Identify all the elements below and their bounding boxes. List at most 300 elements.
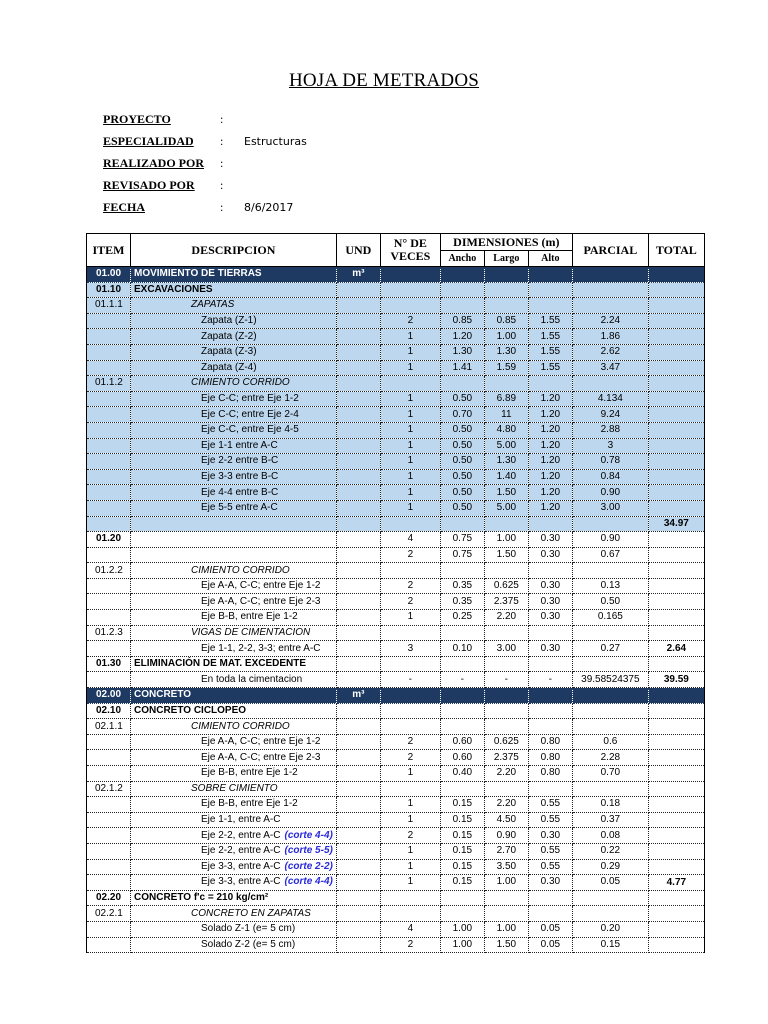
cell-parcial: 0.78	[572, 454, 648, 470]
table-row	[87, 532, 705, 548]
cell-ancho: 0.40	[440, 766, 484, 782]
cell-desc	[131, 454, 337, 470]
cell-total	[648, 750, 704, 766]
table-row	[87, 656, 705, 672]
cell-alto	[528, 376, 572, 392]
cell-total	[648, 781, 704, 797]
cell-veces: 1	[380, 500, 440, 516]
cell-und	[336, 703, 380, 719]
cell-alto: 0.30	[528, 875, 572, 891]
cell-largo: 1.59	[484, 360, 528, 376]
cell-veces	[380, 376, 440, 392]
cell-alto: 1.20	[528, 391, 572, 407]
cell-desc	[131, 875, 337, 891]
cell-largo	[484, 516, 528, 532]
cell-ancho	[440, 625, 484, 641]
cell-largo: 4.50	[484, 812, 528, 828]
cell-text: CONCRETO f'c = 210 kg/cm²	[134, 892, 269, 904]
cell-und	[336, 454, 380, 470]
cell-text: Eje B-B, entre Eje 1-2	[201, 767, 298, 779]
cell-ancho: 0.50	[440, 454, 484, 470]
col-largo: Largo	[484, 251, 528, 267]
cell-text: Eje C-C; entre Eje 1-2	[201, 393, 299, 405]
cell-veces	[380, 656, 440, 672]
cell-veces	[380, 563, 440, 579]
cell-veces: 1	[380, 875, 440, 891]
cell-ancho	[440, 703, 484, 719]
cell-item: 02.2.1	[87, 906, 131, 922]
cell-text: MOVIMIENTO DE TIERRAS	[134, 268, 262, 280]
cell-ancho	[440, 688, 484, 704]
cell-text: VIGAS DE CIMENTACION	[191, 626, 311, 638]
cell-alto: 0.80	[528, 734, 572, 750]
cell-und	[336, 859, 380, 875]
cell-largo: 0.625	[484, 734, 528, 750]
cell-und	[336, 376, 380, 392]
cell-ancho: 0.50	[440, 391, 484, 407]
cell-und	[336, 391, 380, 407]
cell-und	[336, 407, 380, 423]
cell-largo	[484, 781, 528, 797]
cell-alto: 0.30	[528, 547, 572, 563]
cell-item	[87, 672, 131, 688]
cell-parcial: 0.22	[572, 843, 648, 859]
cell-veces: 1	[380, 391, 440, 407]
cell-veces: 1	[380, 454, 440, 470]
cell-parcial: 0.84	[572, 469, 648, 485]
cell-largo: 4.80	[484, 422, 528, 438]
cell-veces: 1	[380, 407, 440, 423]
cell-veces	[380, 719, 440, 735]
cell-ancho	[440, 563, 484, 579]
table-row	[87, 469, 705, 485]
table-row	[87, 641, 705, 657]
cell-parcial: 0.50	[572, 594, 648, 610]
cell-largo: 2.20	[484, 766, 528, 782]
cell-item: 01.1.1	[87, 298, 131, 314]
cell-text: En toda la cimentacion	[201, 673, 303, 685]
cell-item	[87, 937, 131, 953]
cell-largo: 1.00	[484, 329, 528, 345]
cell-item	[87, 843, 131, 859]
col-veces: N° DE VECES	[380, 234, 440, 267]
cell-total	[648, 469, 704, 485]
cell-total: 4.77	[648, 875, 704, 891]
cell-largo: 0.85	[484, 313, 528, 329]
cell-ancho: -	[440, 672, 484, 688]
cell-text: Eje A-A, C-C; entre Eje 1-2	[201, 580, 321, 592]
cell-item	[87, 344, 131, 360]
cell-parcial: 0.67	[572, 547, 648, 563]
cell-desc	[131, 391, 337, 407]
cell-total	[648, 719, 704, 735]
cell-desc	[131, 937, 337, 953]
cell-total	[648, 360, 704, 376]
cell-und	[336, 485, 380, 501]
header-colon: :	[220, 156, 224, 170]
cell-veces: 4	[380, 532, 440, 548]
cell-item	[87, 594, 131, 610]
cell-parcial: 0.70	[572, 766, 648, 782]
cell-total	[648, 391, 704, 407]
cell-desc	[131, 812, 337, 828]
cell-desc	[131, 547, 337, 563]
table-row	[87, 812, 705, 828]
cell-item: 02.10	[87, 703, 131, 719]
cell-parcial	[572, 563, 648, 579]
cell-text: Eje 4-4 entre B-C	[201, 486, 279, 498]
cell-alto	[528, 703, 572, 719]
cell-veces	[380, 703, 440, 719]
cell-und	[336, 610, 380, 626]
cell-desc	[131, 843, 337, 859]
table-row	[87, 547, 705, 563]
cell-ancho	[440, 282, 484, 298]
cell-text: ELIMINACIÓN DE MAT. EXCEDENTE	[134, 658, 307, 670]
cell-veces: 2	[380, 313, 440, 329]
cell-largo: 1.00	[484, 921, 528, 937]
cell-text: Eje 1-1, entre A-C	[201, 814, 281, 826]
cell-alto: 1.55	[528, 329, 572, 345]
cell-desc	[131, 906, 337, 922]
cell-largo: 1.40	[484, 469, 528, 485]
cell-parcial: 4.134	[572, 391, 648, 407]
cell-text: Eje 2-2, entre A-C	[201, 829, 281, 841]
table-row	[87, 438, 705, 454]
cell-total	[648, 610, 704, 626]
cell-alto: 1.20	[528, 454, 572, 470]
cell-total: 2.64	[648, 641, 704, 657]
cell-largo	[484, 656, 528, 672]
cell-desc	[131, 610, 337, 626]
cell-alto	[528, 516, 572, 532]
cell-item	[87, 734, 131, 750]
cell-item: 01.2.3	[87, 625, 131, 641]
cell-item	[87, 641, 131, 657]
cell-item	[87, 812, 131, 828]
cell-item	[87, 454, 131, 470]
cell-und	[336, 469, 380, 485]
cell-largo: 1.50	[484, 547, 528, 563]
table-row	[87, 766, 705, 782]
cell-veces: 2	[380, 937, 440, 953]
cell-veces: 2	[380, 547, 440, 563]
cell-parcial	[572, 656, 648, 672]
cell-total	[648, 329, 704, 345]
table-body	[87, 267, 705, 953]
cell-largo	[484, 719, 528, 735]
cell-item	[87, 500, 131, 516]
cell-total	[648, 578, 704, 594]
cell-total	[648, 438, 704, 454]
section-reference-link[interactable]: (corte 4-4)	[284, 829, 333, 841]
cell-alto: 0.30	[528, 828, 572, 844]
cell-veces	[380, 267, 440, 283]
cell-item: 01.10	[87, 282, 131, 298]
cell-veces: 1	[380, 469, 440, 485]
cell-item	[87, 766, 131, 782]
cell-total	[648, 812, 704, 828]
section-reference-link[interactable]: (corte 2-2)	[284, 860, 333, 872]
cell-total	[648, 859, 704, 875]
cell-desc	[131, 703, 337, 719]
cell-desc	[131, 516, 337, 532]
cell-ancho: 1.20	[440, 329, 484, 345]
cell-desc	[131, 500, 337, 516]
cell-veces: 1	[380, 812, 440, 828]
cell-desc	[131, 298, 337, 314]
cell-total	[648, 454, 704, 470]
cell-item	[87, 438, 131, 454]
table-row	[87, 734, 705, 750]
header-colon: :	[220, 200, 224, 214]
cell-desc	[131, 672, 337, 688]
cell-item	[87, 859, 131, 875]
cell-desc	[131, 485, 337, 501]
table-row	[87, 360, 705, 376]
cell-parcial: 0.20	[572, 921, 648, 937]
cell-total	[648, 594, 704, 610]
subsection-row	[87, 298, 705, 314]
cell-total	[648, 532, 704, 548]
cell-parcial	[572, 781, 648, 797]
cell-veces	[380, 781, 440, 797]
cell-und	[336, 563, 380, 579]
cell-text: Eje 3-3, entre A-C	[201, 860, 281, 872]
cell-veces: 2	[380, 734, 440, 750]
cell-alto: 0.30	[528, 532, 572, 548]
cell-parcial: 0.15	[572, 937, 648, 953]
cell-largo	[484, 890, 528, 906]
cell-und	[336, 750, 380, 766]
cell-item	[87, 329, 131, 345]
cell-desc	[131, 921, 337, 937]
cell-veces: 2	[380, 750, 440, 766]
section-reference-link[interactable]: (corte 4-4)	[284, 876, 333, 888]
cell-desc	[131, 438, 337, 454]
cell-parcial	[572, 282, 648, 298]
cell-und	[336, 781, 380, 797]
cell-ancho	[440, 890, 484, 906]
subsection-row	[87, 376, 705, 392]
cell-parcial: 0.05	[572, 875, 648, 891]
cell-desc	[131, 828, 337, 844]
col-dimensiones: DIMENSIONES (m)	[440, 234, 572, 251]
cell-alto: 0.55	[528, 859, 572, 875]
cell-parcial	[572, 376, 648, 392]
cell-largo	[484, 688, 528, 704]
cell-ancho: 0.75	[440, 547, 484, 563]
table-row	[87, 578, 705, 594]
table-row	[87, 937, 705, 953]
cell-text: ZAPATAS	[191, 299, 235, 311]
cell-und	[336, 890, 380, 906]
cell-parcial: 9.24	[572, 407, 648, 423]
cell-largo: 5.00	[484, 438, 528, 454]
cell-und	[336, 532, 380, 548]
cell-largo: 5.00	[484, 500, 528, 516]
cell-parcial: 0.37	[572, 812, 648, 828]
header-value: 8/6/2017	[244, 201, 294, 214]
cell-alto	[528, 267, 572, 283]
cell-und	[336, 298, 380, 314]
cell-ancho: 0.60	[440, 734, 484, 750]
cell-alto	[528, 906, 572, 922]
cell-parcial: 0.90	[572, 485, 648, 501]
cell-total	[648, 828, 704, 844]
cell-alto: 1.55	[528, 344, 572, 360]
cell-item	[87, 578, 131, 594]
cell-largo: 2.20	[484, 610, 528, 626]
cell-item	[87, 797, 131, 813]
cell-alto	[528, 781, 572, 797]
cell-largo	[484, 298, 528, 314]
cell-alto: 1.55	[528, 313, 572, 329]
cell-und	[336, 828, 380, 844]
cell-largo: -	[484, 672, 528, 688]
cell-veces: 2	[380, 828, 440, 844]
cell-item	[87, 391, 131, 407]
cell-desc	[131, 329, 337, 345]
cell-veces: 4	[380, 921, 440, 937]
section-reference-link[interactable]: (corte 5-5)	[284, 845, 333, 857]
cell-und	[336, 500, 380, 516]
cell-parcial: 0.08	[572, 828, 648, 844]
cell-parcial: 0.6	[572, 734, 648, 750]
header-colon: :	[220, 178, 224, 192]
cell-largo	[484, 282, 528, 298]
cell-text: Eje A-A, C-C; entre Eje 2-3	[201, 595, 321, 607]
cell-ancho: 0.50	[440, 422, 484, 438]
cell-ancho: 0.50	[440, 500, 484, 516]
cell-ancho	[440, 298, 484, 314]
cell-text: Eje 5-5 entre A-C	[201, 502, 278, 514]
cell-parcial: 2.62	[572, 344, 648, 360]
header-colon: :	[220, 134, 224, 148]
table-row	[87, 594, 705, 610]
cell-total	[648, 688, 704, 704]
cell-veces	[380, 906, 440, 922]
cell-veces	[380, 890, 440, 906]
cell-total	[648, 906, 704, 922]
cell-alto: 1.55	[528, 360, 572, 376]
cell-parcial	[572, 719, 648, 735]
cell-ancho: 0.35	[440, 594, 484, 610]
cell-item	[87, 469, 131, 485]
cell-alto: 0.55	[528, 812, 572, 828]
cell-und	[336, 812, 380, 828]
cell-text: Eje 3-3 entre B-C	[201, 471, 279, 483]
cell-ancho	[440, 656, 484, 672]
cell-parcial: 3.47	[572, 360, 648, 376]
cell-alto: 0.55	[528, 797, 572, 813]
cell-text: Eje C-C; entre Eje 2-4	[201, 408, 299, 420]
cell-ancho: 0.60	[440, 750, 484, 766]
cell-veces: 1	[380, 797, 440, 813]
cell-alto: 0.80	[528, 766, 572, 782]
cell-text: Eje 1-1 entre A-C	[201, 439, 278, 451]
cell-total	[648, 890, 704, 906]
cell-veces: 1	[380, 329, 440, 345]
cell-und	[336, 282, 380, 298]
cell-parcial: 0.90	[572, 532, 648, 548]
col-item: ITEM	[87, 234, 131, 267]
cell-und	[336, 656, 380, 672]
cell-alto: 0.30	[528, 610, 572, 626]
cell-alto: 0.30	[528, 641, 572, 657]
cell-text: EXCAVACIONES	[134, 283, 213, 295]
cell-desc	[131, 594, 337, 610]
cell-und: m³	[336, 267, 380, 283]
cell-alto: -	[528, 672, 572, 688]
cell-item: 02.1.2	[87, 781, 131, 797]
table-row	[87, 329, 705, 345]
cell-alto: 1.20	[528, 469, 572, 485]
cell-largo: 11	[484, 407, 528, 423]
cell-parcial: 3	[572, 438, 648, 454]
cell-item: 01.30	[87, 656, 131, 672]
cell-und	[336, 329, 380, 345]
cell-und	[336, 344, 380, 360]
cell-largo	[484, 906, 528, 922]
cell-alto: 0.30	[528, 578, 572, 594]
table-row	[87, 313, 705, 329]
cell-parcial: 0.27	[572, 641, 648, 657]
cell-largo	[484, 267, 528, 283]
header-label: REALIZADO POR	[103, 156, 205, 170]
cell-und	[336, 360, 380, 376]
cell-total	[648, 797, 704, 813]
cell-largo	[484, 625, 528, 641]
cell-text: CONCRETO CICLOPEO	[134, 704, 247, 716]
cell-total	[648, 422, 704, 438]
cell-desc	[131, 563, 337, 579]
col-ancho: Ancho	[440, 251, 484, 267]
table-row	[87, 500, 705, 516]
cell-parcial: 2.24	[572, 313, 648, 329]
cell-total	[648, 344, 704, 360]
cell-ancho	[440, 781, 484, 797]
col-descripcion: DESCRIPCION	[131, 234, 337, 267]
cell-ancho: 0.15	[440, 812, 484, 828]
cell-veces: 1	[380, 360, 440, 376]
cell-und	[336, 937, 380, 953]
cell-largo: 0.625	[484, 578, 528, 594]
cell-item: 01.1.2	[87, 376, 131, 392]
cell-alto	[528, 298, 572, 314]
cell-ancho: 0.10	[440, 641, 484, 657]
cell-parcial: 2.88	[572, 422, 648, 438]
cell-text: Eje 2-2 entre B-C	[201, 455, 279, 467]
header-colon: :	[220, 112, 224, 126]
cell-desc	[131, 578, 337, 594]
cell-veces: 1	[380, 843, 440, 859]
cell-veces: -	[380, 672, 440, 688]
cell-veces	[380, 625, 440, 641]
cell-item	[87, 407, 131, 423]
cell-veces: 3	[380, 641, 440, 657]
cell-parcial: 3.00	[572, 500, 648, 516]
cell-alto: 1.20	[528, 422, 572, 438]
table-row	[87, 610, 705, 626]
cell-parcial	[572, 688, 648, 704]
cell-ancho: 0.75	[440, 532, 484, 548]
cell-alto	[528, 656, 572, 672]
cell-ancho: 0.35	[440, 578, 484, 594]
cell-desc	[131, 656, 337, 672]
cell-desc	[131, 469, 337, 485]
table-row	[87, 797, 705, 813]
